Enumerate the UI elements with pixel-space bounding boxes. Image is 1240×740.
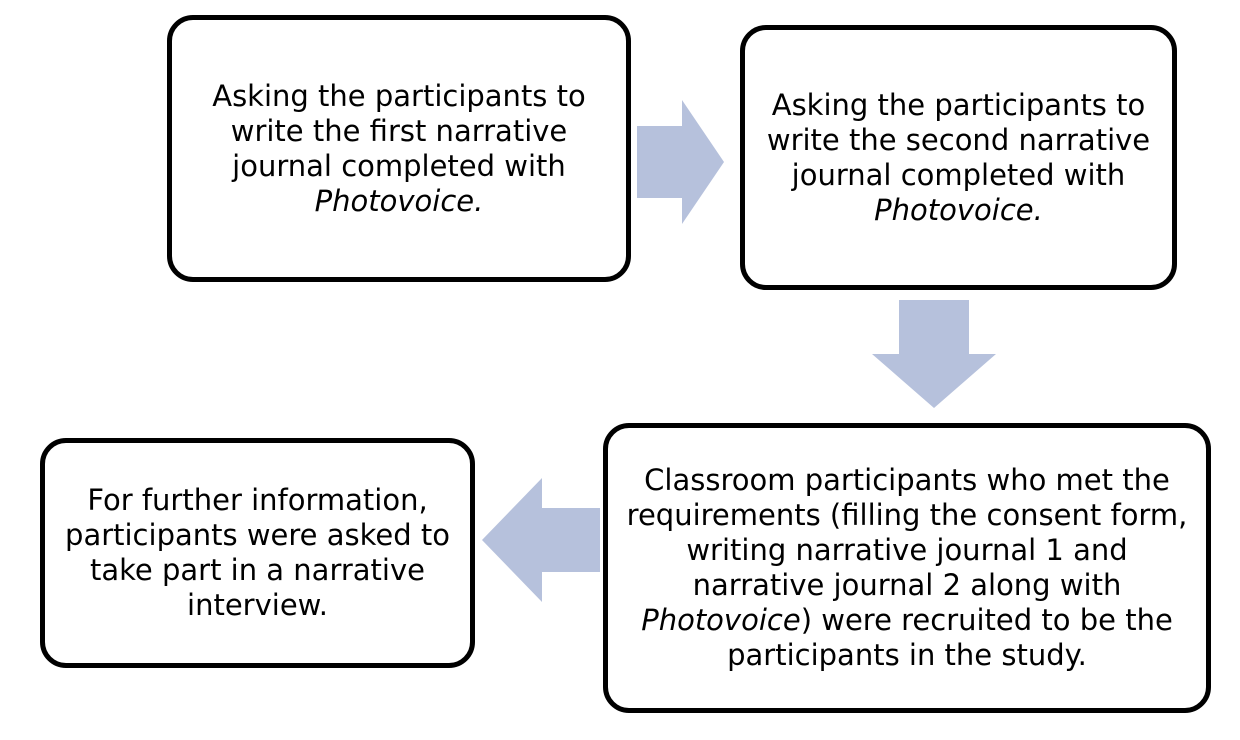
step-1-box — [167, 15, 631, 282]
step-4-box — [40, 438, 475, 668]
step-2-box — [740, 25, 1177, 290]
step-1-text: Asking the participants to write the first narrative journal completed with Photovoice. — [212, 78, 586, 218]
arrow-down-icon — [872, 300, 996, 408]
step-3-text: Classroom participants who met the requirements (filling the consent form, writing narrative journal 1 and narrative journal 2 along with Photovoice) were recruited to be the participants in the study. — [626, 463, 1188, 672]
step-3-box — [603, 423, 1211, 713]
step-2-text: Asking the participants to write the second narrative journal completed with Photovoice. — [766, 87, 1151, 227]
step-4-text: For further information, participants were asked to take part in a narrative interview. — [65, 483, 450, 622]
arrow-right-icon — [637, 100, 724, 224]
arrow-left-icon — [482, 478, 600, 602]
